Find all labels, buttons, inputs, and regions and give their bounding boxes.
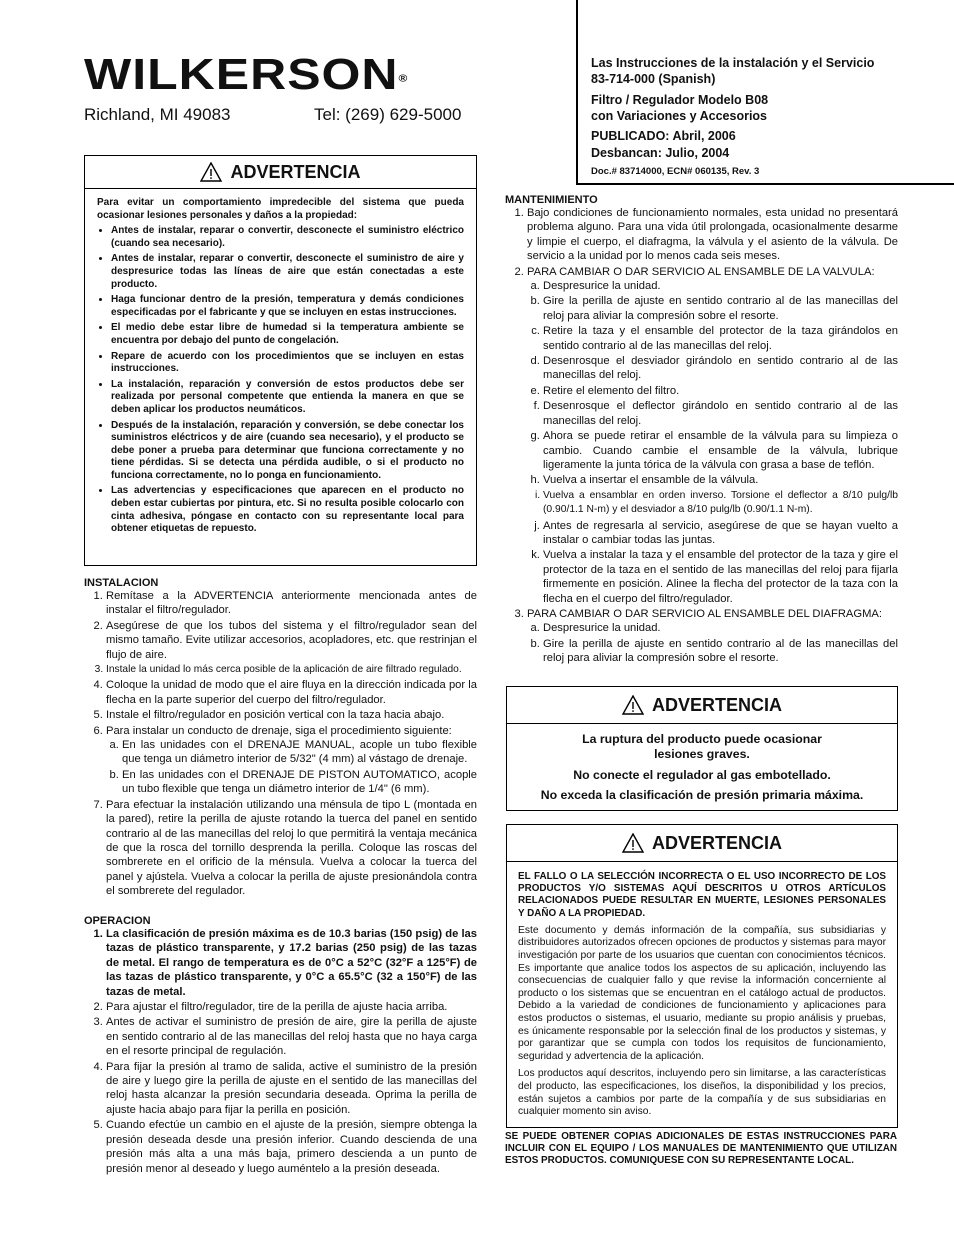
list-item: 6. Para instalar un conducto de drenaje, siga el procedimiento siguiente: a. En las unidades con el DRENAJE MANUAL, acople un tubo flexible que tenga un diámetro interior de 5/32" (4 mm) al vástago de drenaje. b. En las unidades con el DRENAJE DE PISTON AUTOMATICO, acople un tubo flexible que tenga un diámetro interior de 1/4" (6 mm). [106, 724, 477, 797]
warning-item: • El medio debe estar libre de humedad si la temperatura ambiente se encuentra por debajo del punto de congelación. [111, 322, 464, 347]
section-title: OPERACION [84, 915, 151, 927]
sub-item: a. Despresurice la unidad. [543, 621, 898, 635]
section-title: INSTALACION [84, 577, 159, 589]
sub-item: g. Ahora se puede retirar el ensamble de la válvula para su limpieza o cambio. Cuando cambie el ensamble de la válvula, lubrique ligeramente la junta tórica de la válvula con grasa a base de teflón. [543, 429, 898, 472]
warning-triangle-icon [622, 691, 644, 727]
warning-intro: Para evitar un comportamiento impredecible del sistema que pueda ocasionar lesiones personales y daños a la propiedad: [97, 197, 464, 221]
warning-line: La ruptura del producto puede ocasionar [582, 732, 822, 746]
warning-box-liability [506, 824, 898, 1128]
list-item: 1. Bajo condiciones de funcionamiento normales, esta unidad no presentará problema alguno. Para una vida útil prolongada, ocasionalmente desarme y limpie el cuerpo, el diafragma, la válvula y el asiento de la válvula. De servicio a la unidad por lo menos cada seis meses. [527, 206, 898, 264]
sub-item: f. Desenrosque el deflector girándolo en sentido contrario al de las manecillas del reloj. [543, 399, 898, 428]
sub-item: k. Vuelva a instalar la taza y el ensamble del protector de la taza y gire el protector de la taza en el sentido de las manecillas del reloj para fijarla firmemente en posición. Alinee la flecha del protector de la taza con la flecha en el cuerpo del filtro/regulador. [543, 548, 898, 606]
warning-line: No conecte el regulador al gas embotellado. [573, 768, 831, 782]
sub-item: a. En las unidades con el DRENAJE MANUAL, acople un tubo flexible que tenga un diámetro interior de 5/32" (4 mm) al vástago de drenaje. [122, 738, 477, 767]
doc-title-line1: Las Instrucciones de la instalación y el Servicio [591, 56, 875, 70]
doc-model-sub: con Variaciones y Accesorios [591, 109, 768, 123]
sub-item: d. Desenrosque el desviador girándolo en sentido contrario al de las manecillas del reloj. [543, 354, 898, 383]
list-item: 1. La clasificación de presión máxima es de 10.3 barias (150 psig) de las tazas de plástico transparente, y 17.2 barias (250 psig) de las tazas de metal. El rango de temperatura es de 0°C a 52°C (32°F a 125°F) de las tazas de plástico transparente, y 0°C a 65.5°C (32 a 150°F) de las tazas de metal. [106, 927, 477, 999]
list-item: 3. Instale la unidad lo más cerca posible de la aplicación de aire filtrado regulado. [106, 663, 477, 677]
list-item: 1. Remítase a la ADVERTENCIA anteriormente mencionada antes de instalar el filtro/regulador. [106, 589, 477, 618]
list-item: 5. Cuando efectúe un cambio en el ajuste de la presión, siempre obtenga la presión deseada desde una presión inferior. Cuando descienda de una presión más alta a una más baja, primero descienda a un punto de presión menor al deseado y luego auméntelo a la presión deseada. [106, 1118, 477, 1176]
warning-body [507, 862, 897, 1119]
list-item: 4. Para fijar la presión al tramo de salida, active el suministro de la presión de aire y luego gire la perilla de ajuste en el sentido de las manecillas del reloj hasta alcanzar la presión secundaria deseada. Oprima la perilla de ajuste hacia abajo para fijar la perilla en posición. [106, 1060, 477, 1118]
section-body [84, 927, 477, 1176]
list-item: 7. Para efectuar la instalación utilizando una ménsula de tipo L (montada en la pared), retire la perilla de ajuste rotando la tuerca del panel en sentido contrario al de las manecillas del reloj lo que permitirá la ventaja mecánica de que la rosca del tornillo desprenda la perilla. Coloque las roscas del sombrerete en el orificio de la ménsula. Vuelva a colocar la tuerca del panel y ajústela. Vuelva a colocar la perilla de ajuste presionándola contra el sombrerete del regulador. [106, 798, 477, 899]
company-address: Richland, MI 49083 [84, 105, 231, 124]
doc-model: Filtro / Regulador Modelo B08 [591, 93, 769, 107]
section-title: MANTENIMIENTO [505, 194, 598, 206]
list-item: 2. PARA CAMBIAR O DAR SERVICIO AL ENSAMBLE DE LA VALVULA: a. Despresurice la unidad. b. Gire la perilla de ajuste en sentido contrario al de las manecillas del reloj para aliviar la compresión sobre el resorte. c. Retire la taza y el ensamble del protector de la taza girándolos en sentido contrario al de las manecillas del reloj. d. Desenrosque el desviador girándolo en sentido contrario al de las manecillas del reloj. e. Retire el elemento del filtro. f. Desenrosque el deflector girándolo en sentido contrario al de las manecillas del reloj. g. Ahora se puede retirar el ensamble de la válvula para su limpieza o cambio. Cuando cambie el ensamble de la válvula, lubrique ligeramente la junta tórica de la válvula con grasa a base de teflón. h. Vuelva a insertar el ensamble de la válvula. i. Vuelva a ensamblar en orden inverso. Torsione el deflector a 8/10 pulg/lb (0.90/1.1 N-m) y el desviador a 8/10 pulg/lb (0.90/1.1 N-m). j. Antes de regresarla al servicio, asegúrese de que se hayan vuelto a instalar o cambiar todas las juntas. k. Vuelva a instalar la taza y el ensamble del protector de la taza y gire el protector de la taza en el sentido de las manecillas del reloj para fijarla firmemente en posición. Alinee la flecha del protector de la taza con la flecha en el cuerpo del filtro/regulador. [527, 265, 898, 606]
warning-item: • Después de la instalación, reparación y conversión, se debe conectar los suministros eléctricos y de aire (cuando sea necesario), y el producto se debe poner a prueba para determinar que funciona correctamente y no tiene pérdidas. Si se detecta una pérdida audible, o si el producto no funciona correctamente, no lo ponga en funcionamiento. [111, 420, 464, 483]
warning-body [85, 189, 476, 536]
warning-box-general [84, 155, 477, 566]
warning-body [507, 724, 897, 803]
warning-header [85, 156, 476, 189]
warning-title: ADVERTENCIA [651, 833, 782, 853]
sub-item: a. Despresurice la unidad. [543, 279, 898, 293]
warning-triangle-icon [200, 160, 222, 192]
footer-note: SE PUEDE OBTENER COPIAS ADICIONALES DE ESTAS INSTRUCCIONES PARA INCLUIR CON EL EQUIPO / LOS MANUALES DE MANTENIMIENTO QUE UTILIZAN ESTOS PRODUCTOS. COMUNIQUESE CON SU REPRESENTANTE LOCAL. [505, 1131, 897, 1167]
warning-item: • Las advertencias y especificaciones que aparecen en el producto no deben estar cubiertas por pintura, etc. Si no resulta posible colocarlo con cinta adhesiva, póngase en contacto con su representante local para obtener etiquetas de repuesto. [111, 485, 464, 535]
doc-published: PUBLICADO: Abril, 2006 [591, 129, 736, 143]
warning-bold-text: EL FALLO O LA SELECCIÓN INCORRECTA O EL USO INCORRECTO DE LOS PRODUCTOS Y/O SISTEMAS AQUÍ DESCRITOS U OTROS ARTÍCULOS RELACIONADOS PUEDE RESULTAR EN MUERTE, LESIONES PERSONALES Y DAÑO A LA PROPIEDAD. [518, 871, 886, 919]
warning-item: • Haga funcionar dentro de la presión, temperatura y demás condiciones especificadas por el fabricante y que se incluyen en estas instrucciones. [111, 294, 464, 319]
doc-supersedes: Desbancan: Julio, 2004 [591, 146, 730, 160]
sub-item: c. Retire la taza y el ensamble del protector de la taza girándolos en sentido contrario al de las manecillas del reloj. [543, 324, 898, 353]
section-operacion [84, 915, 477, 1177]
warning-item: • Antes de instalar, reparar o convertir, desconecte el suministro de aire y despresurice todas las líneas de aire que están conectadas a este producto. [111, 253, 464, 291]
section-mantenimiento [505, 194, 898, 667]
header-divider-vertical [576, 0, 578, 185]
warning-box-rupture [506, 686, 898, 811]
section-body [84, 589, 477, 899]
company-logo: WILKERSON® [84, 49, 409, 99]
warning-list [97, 225, 464, 536]
sub-item: b. Gire la perilla de ajuste en sentido contrario al de las manecillas del reloj para aliviar la compresión sobre el resorte. [543, 637, 898, 666]
warning-paragraph: Los productos aquí descritos, incluyendo pero sin limitarse, a las características del producto, las especificaciones, los diseños, la disponibilidad y los precios, están sujetos a cambios por parte de la compañía y de sus subsidiarias en cualquier momento sin aviso. [518, 1068, 886, 1118]
company-phone: Tel: (269) 629-5000 [314, 105, 462, 124]
list-item: 2. Para ajustar el filtro/regulador, tire de la perilla de ajuste hacia arriba. [106, 1000, 477, 1014]
section-body [505, 206, 898, 666]
list-item: 3. PARA CAMBIAR O DAR SERVICIO AL ENSAMBLE DEL DIAFRAGMA: a. Despresurice la unidad. b. Gire la perilla de ajuste en sentido contrario al de las manecillas del reloj para aliviar la compresión sobre el resorte. [527, 607, 898, 666]
warning-title: ADVERTENCIA [651, 695, 782, 715]
warning-header [507, 687, 897, 724]
list-item: 5. Instale el filtro/regulador en posición vertical con la taza hacia abajo. [106, 708, 477, 722]
sub-item: b. Gire la perilla de ajuste en sentido contrario al de las manecillas del reloj para aliviar la compresión sobre el resorte. [543, 294, 898, 323]
sub-item: i. Vuelva a ensamblar en orden inverso. Torsione el deflector a 8/10 pulg/lb (0.90/1.1 N-m) y el desviador a 8/10 pulg/lb (0.90/1.1 N-m). [543, 489, 898, 518]
list-item: 4. Coloque la unidad de modo que el aire fluya en la dirección indicada por la flecha en la parte superior del cuerpo del filtro/regulador. [106, 678, 477, 707]
warning-item: • Antes de instalar, reparar o convertir, desconecte el suministro eléctrico (cuando sea necesario). [111, 225, 464, 250]
list-item: 2. Asegúrese de que los tubos del sistema y el filtro/regulador sean del mismo tamaño. Evite utilizar accesorios, acopladores, etc. que restrinjan el flujo de aire. [106, 619, 477, 662]
warning-line: No exceda la clasificación de presión primaria máxima. [540, 788, 864, 802]
doc-ecn: Doc.# 83714000, ECN# 060135, Rev. 3 [591, 166, 760, 177]
section-instalacion [84, 577, 477, 900]
warning-line: lesiones graves. [654, 747, 750, 761]
sub-item: b. En las unidades con el DRENAJE DE PISTON AUTOMATICO, acople un tubo flexible que tenga un diámetro interior de 1/4" (6 mm). [122, 768, 477, 797]
warning-header [507, 825, 897, 862]
doc-number: 83-714-000 (Spanish) [591, 72, 716, 86]
warning-paragraph: Este documento y demás información de la compañía, sus subsidiarias y distribuidores autorizados ofrecen opciones de productos y sistemas para mayor investigación por parte de los usuarios que cuentan con conocimientos técnicos. Es importante que analice todos los aspectos de su aplicación, incluyendo las consecuencias de cualquier fallo y que revise la información concerniente al producto o los sistemas que se encuentran en el catálogo actual de productos. Debido a la variedad de condiciones de funcionamiento y aplicaciones para estos productos o sistemas, el usuario, mediante su propio análisis y pruebas, es únicamente responsable por la selección final de los productos y sistemas, y por garantizar que se cumpla con todos los requisitos de funcionamiento, seguridad y advertencia de la aplicación. [518, 924, 886, 1062]
warning-title: ADVERTENCIA [230, 162, 361, 182]
sub-item: j. Antes de regresarla al servicio, asegúrese de que se hayan vuelto a instalar o cambiar todas las juntas. [543, 519, 898, 548]
warning-triangle-icon [622, 829, 644, 865]
warning-item: • Repare de acuerdo con los procedimientos que se incluyen en estas instrucciones. [111, 351, 464, 376]
list-item: 3. Antes de activar el suministro de presión de aire, gire la perilla de ajuste en sentido contrario al de las manecillas del reloj hasta que no haya carga en el resorte principal de regulación. [106, 1015, 477, 1058]
sub-item: h. Vuelva a insertar el ensamble de la válvula. [543, 473, 898, 487]
warning-item: • La instalación, reparación y conversión de estos productos debe ser realizada por personal competente que entienda la manera en que se deben aplicar los productos neumáticos. [111, 379, 464, 417]
header-divider-horizontal [576, 183, 954, 185]
sub-item: e. Retire el elemento del filtro. [543, 384, 898, 398]
